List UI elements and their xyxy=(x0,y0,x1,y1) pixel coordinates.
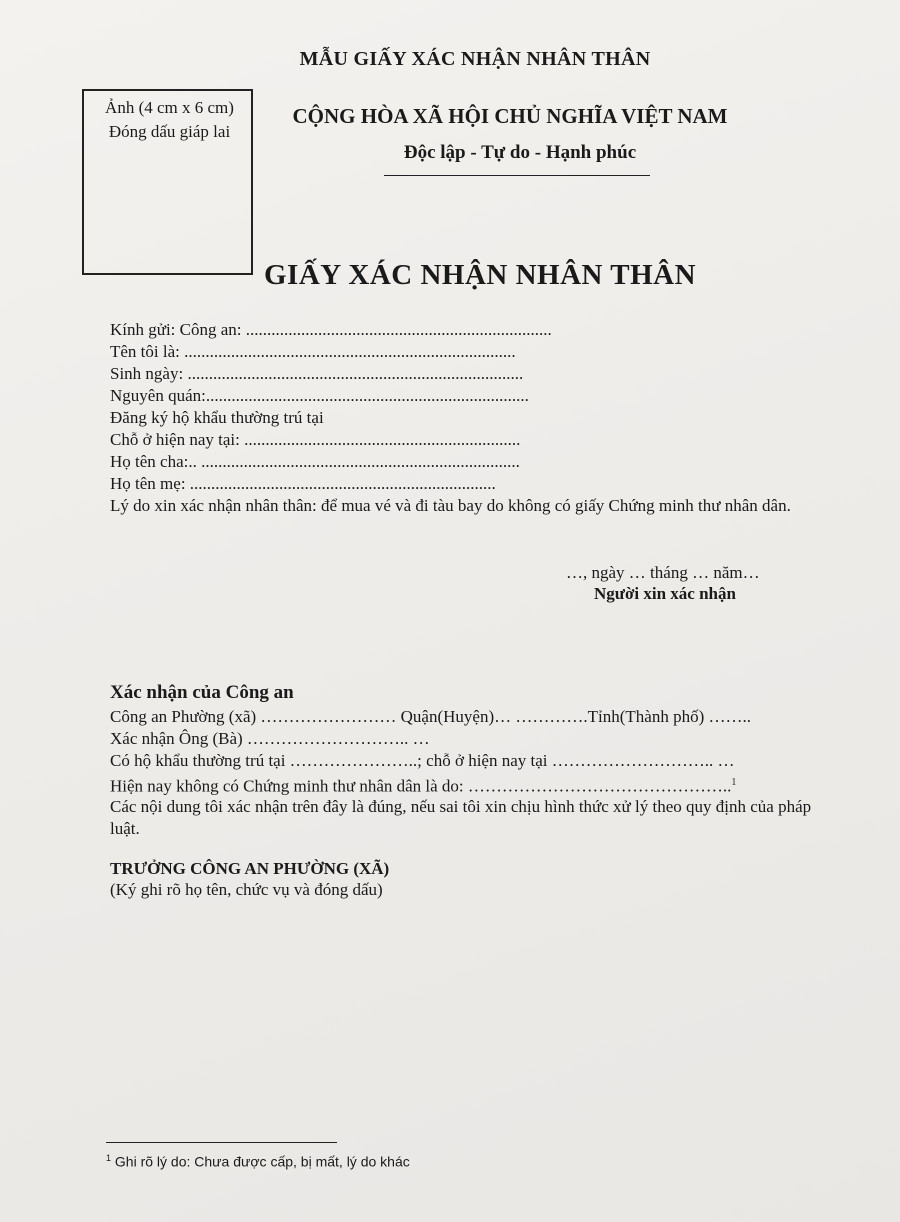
field-sinh-ngay: Sinh ngày: ............................................................................... xyxy=(110,364,524,383)
photo-size-label: Ảnh (4 cm x 6 cm) xyxy=(105,98,234,117)
police-line-confirm-person: Xác nhận Ông (Bà) ……………………….. … xyxy=(110,729,430,748)
field-kinh-gui: Kính gửi: Công an: ........................................................................ xyxy=(110,320,552,339)
police-line-ward: Công an Phường (xã) …………………… Quận(Huyện)… ………….Tỉnh(Thành phố) …….. xyxy=(110,707,751,726)
document-title: GIẤY XÁC NHẬN NHÂN THÂN xyxy=(264,259,697,291)
field-ho-ten-cha: Họ tên cha:.. ........................................................................... xyxy=(110,452,520,471)
footnote-text: Ghi rõ lý do: Chưa được cấp, bị mất, lý do khác xyxy=(111,1153,410,1170)
field-cho-o-hien-nay: Chỗ ở hiện nay tại: ................................................................. xyxy=(110,430,521,449)
motto-underline xyxy=(384,175,650,176)
field-nguyen-quan: Nguyên quán:............................................................................ xyxy=(110,386,529,405)
signature-label: Người xin xác nhận xyxy=(594,584,736,603)
field-dang-ky-ho-khau: Đăng ký hộ khẩu thường trú tại xyxy=(110,408,324,427)
police-line-reason xyxy=(110,772,736,798)
national-motto: Độc lập - Tự do - Hạnh phúc xyxy=(403,142,637,163)
footnote-marker: 1 xyxy=(106,1153,112,1163)
footnote-reference: 1 xyxy=(731,777,737,788)
field-ly-do: Lý do xin xác nhận nhân thân: để mua vé và đi tàu bay do không có giấy Chứng minh thư nhân dân. xyxy=(110,496,791,515)
chief-signature-note: (Ký ghi rõ họ tên, chức vụ và đóng dấu) xyxy=(110,880,383,899)
chief-title: TRƯỞNG CÔNG AN PHƯỜNG (XÃ) xyxy=(110,859,390,878)
police-reason-text: Hiện nay không có Chứng minh thư nhân dân là do: ……………………………………….. xyxy=(110,776,732,796)
police-line-declaration: Các nội dung tôi xác nhận trên đây là đúng, nếu sai tôi xin chịu hình thức xử lý theo quy định của pháp luật. xyxy=(110,797,812,838)
police-confirmation-heading: Xác nhận của Công an xyxy=(110,682,294,703)
photo-stamp-label: Đóng dấu giáp lai xyxy=(108,122,231,141)
police-line-residence: Có hộ khẩu thường trú tại …………………..; chỗ ở hiện nay tại ……………………….. … xyxy=(110,751,735,770)
field-ten-toi-la: Tên tôi là: .............................................................................. xyxy=(110,342,516,361)
field-ho-ten-me: Họ tên mẹ: ........................................................................ xyxy=(110,474,496,493)
footnote xyxy=(106,1153,410,1170)
republic-heading: CỘNG HÒA XÃ HỘI CHỦ NGHĨA VIỆT NAM xyxy=(292,104,728,128)
form-title: MẪU GIẤY XÁC NHẬN NHÂN THÂN xyxy=(299,48,651,70)
footnote-divider xyxy=(106,1142,337,1143)
signature-date-line: …, ngày … tháng … năm… xyxy=(566,563,760,582)
